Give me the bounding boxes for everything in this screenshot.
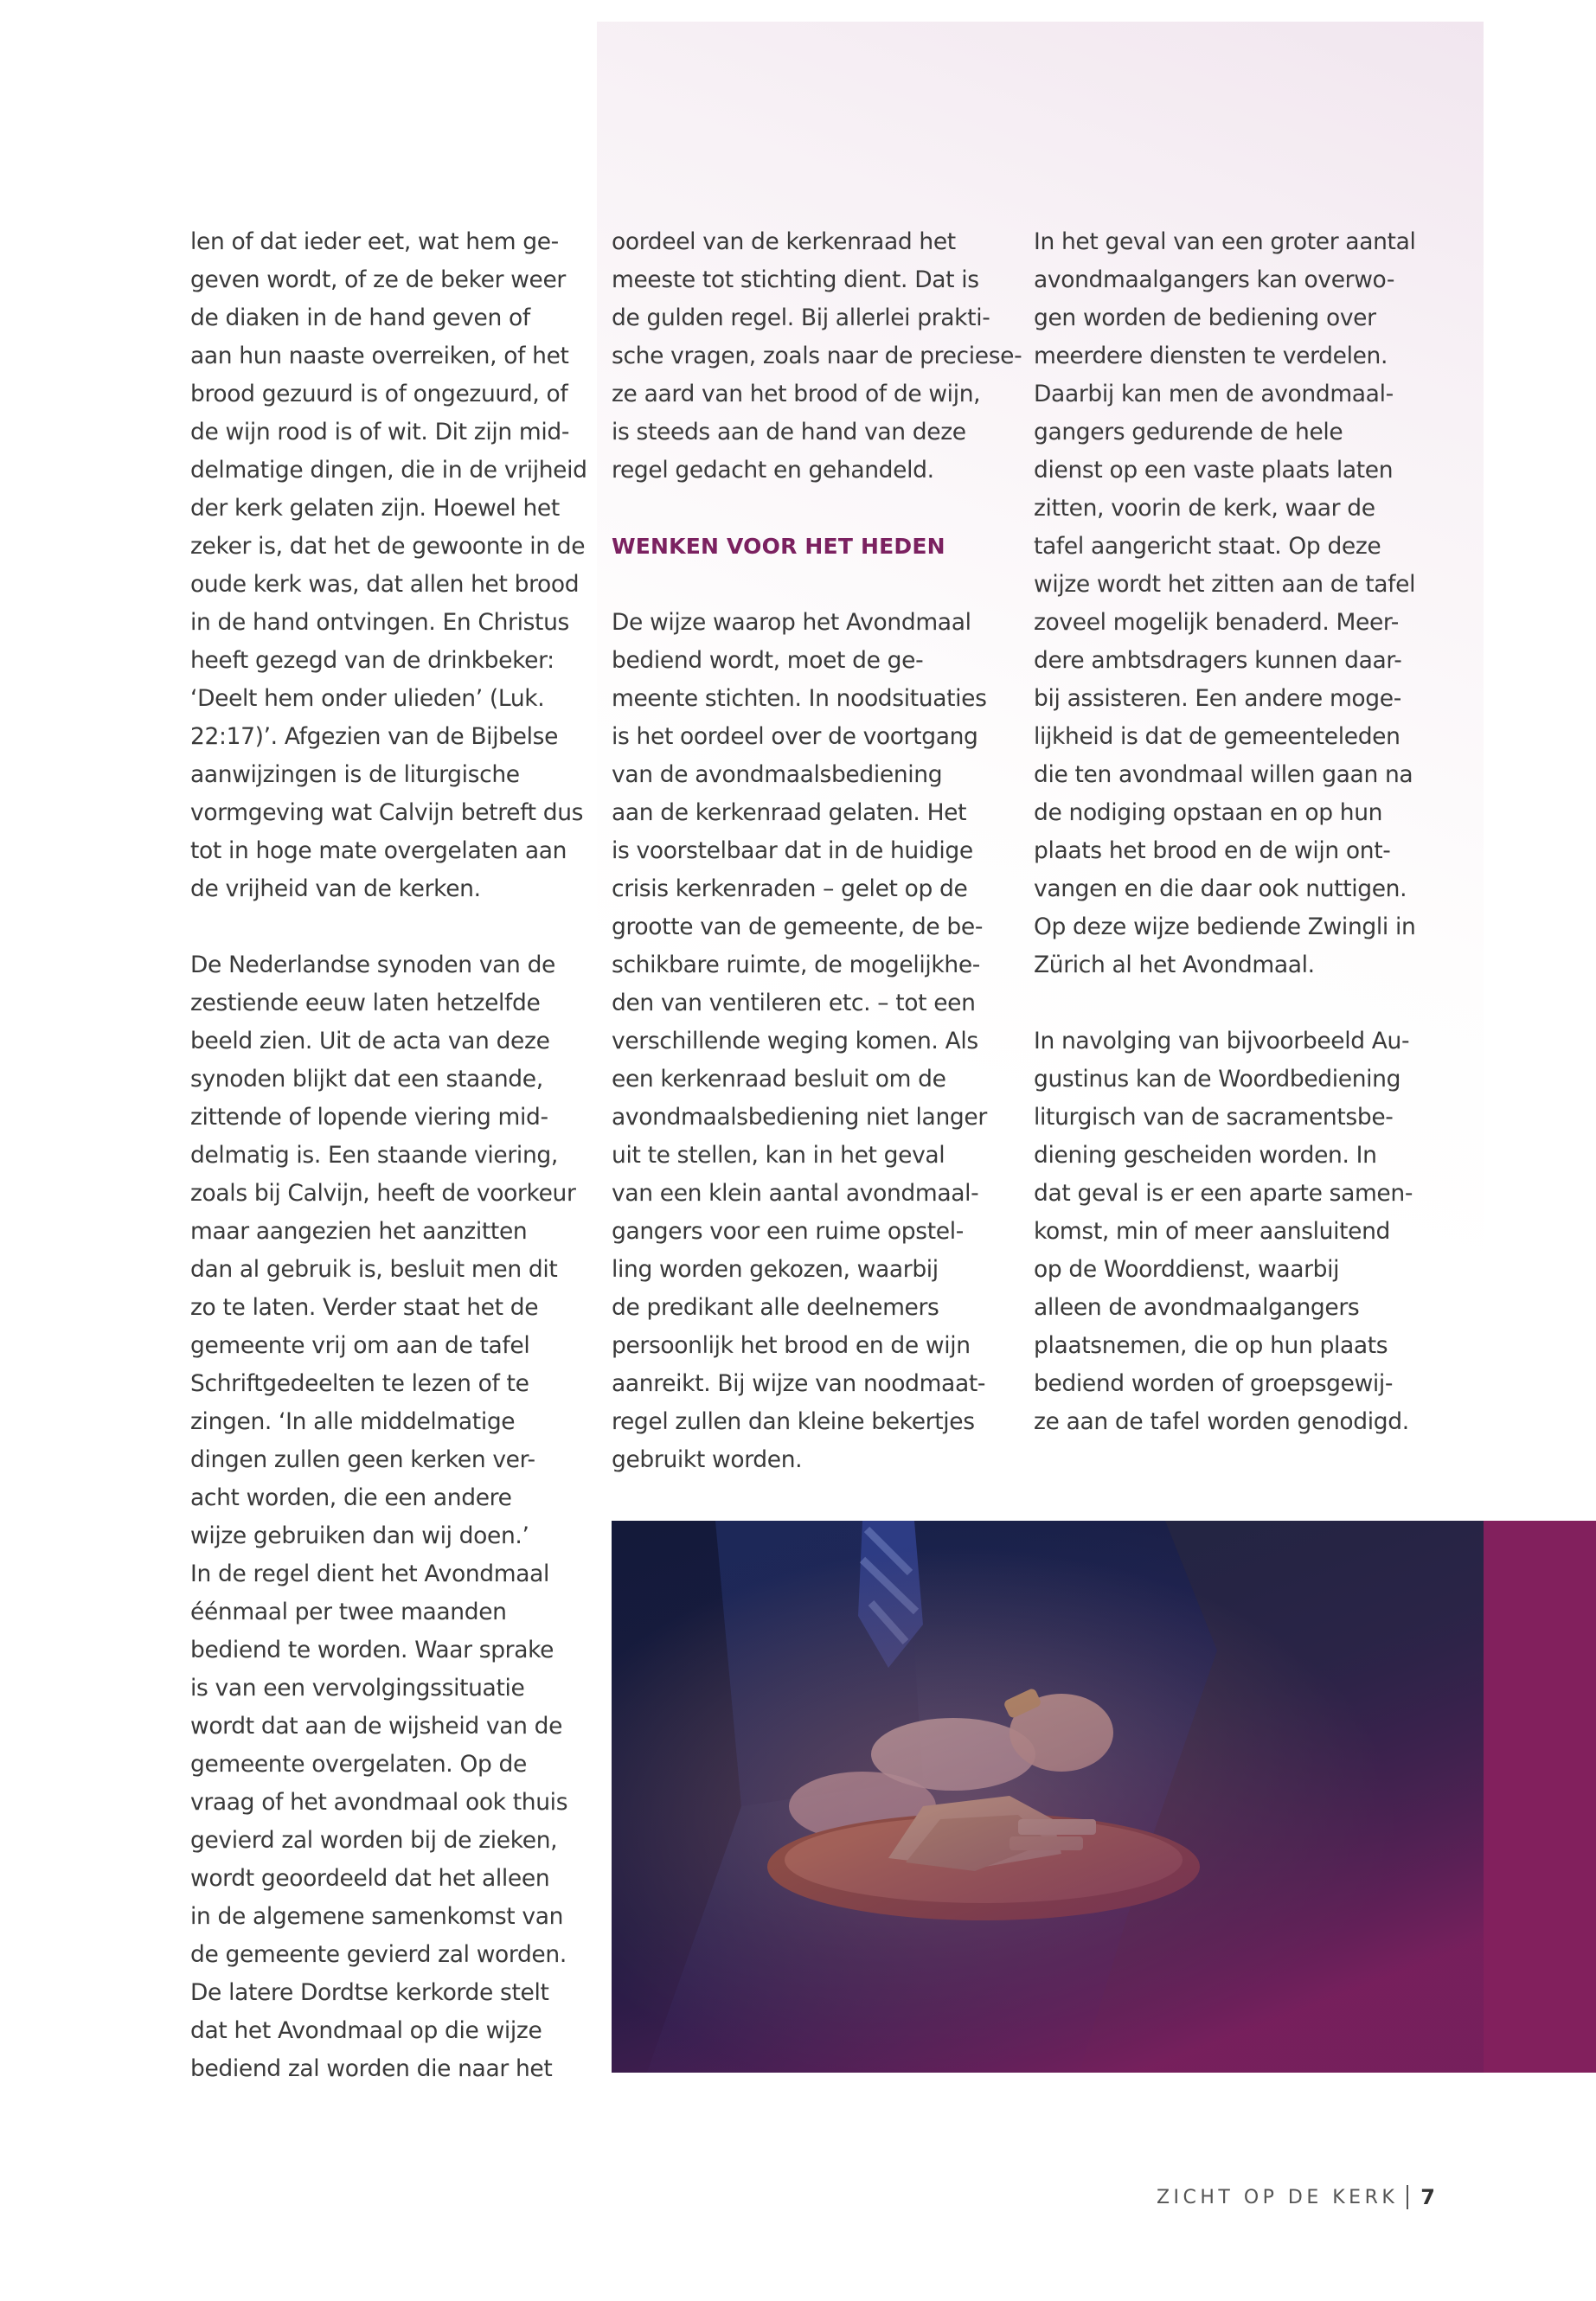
text-line: delmatige dingen, die in de vrijheid [190,457,587,484]
text-line: éénmaal per twee maanden [190,1599,507,1625]
text-line: Daarbij kan men de avondmaal- [1034,381,1394,407]
magazine-name: ZICHT OP DE KERK [1156,2186,1399,2208]
text-line: in de algemene samenkomst van [190,1903,564,1930]
text-line: zoveel mogelijk benaderd. Meer- [1034,609,1399,636]
text-line: bediend te worden. Waar sprake [190,1637,554,1663]
paragraph-gap [190,908,588,946]
text-line: gemeente overgelaten. Op de [190,1751,527,1778]
text-line: In navolging van bijvoorbeeld Au- [1034,1028,1410,1054]
text-line: zingen. ‘In alle middelmatige [190,1408,516,1435]
communion-photo-illustration [612,1521,1484,2073]
text-line: zoals bij Calvijn, heeft de voorkeur [190,1180,576,1207]
paragraph [190,223,588,908]
text-line: aanreikt. Bij wijze van noodmaat- [612,1370,986,1397]
text-line: komst, min of meer aansluitend [1034,1218,1390,1245]
text-line: regel gedacht en gehandeld. [612,457,934,484]
text-line: oude kerk was, dat allen het brood [190,571,580,598]
text-line: dat geval is er een aparte samen- [1034,1180,1413,1207]
text-line: gemeente vrij om aan de tafel [190,1332,530,1359]
text-column-1 [190,223,588,2088]
text-line: op de Woorddienst, waarbij [1034,1256,1340,1283]
accent-bar [1484,1521,1596,2073]
text-line: zestiende eeuw laten hetzelfde [190,990,541,1016]
text-column-3 [1034,223,1432,1441]
text-line: persoonlijk het brood en de wijn [612,1332,971,1359]
text-line: ze aard van het brood of de wijn, [612,381,981,407]
text-line: bediend zal worden die naar het [190,2055,553,2082]
text-line: tot in hoge mate overgelaten aan [190,837,567,864]
text-line: dat het Avondmaal op die wijze [190,2017,542,2044]
communion-photo [612,1521,1484,2073]
paragraph [190,946,588,2088]
text-line: wijze gebruiken dan wij doen.’ [190,1522,529,1549]
text-line: is het oordeel over de voortgang [612,723,978,750]
text-line: ling worden gekozen, waarbij [612,1256,939,1283]
text-line: delmatig is. Een staande viering, [190,1142,558,1169]
text-line: regel zullen dan kleine bekertjes [612,1408,975,1435]
text-line: wordt dat aan de wijsheid van de [190,1713,563,1740]
paragraph [612,604,1010,1479]
paragraph-gap [612,566,1010,604]
paragraph [1034,1022,1432,1441]
text-line: is voorstelbaar dat in de huidige [612,837,973,864]
text-line: die ten avondmaal willen gaan na [1034,761,1413,788]
page-footer [1157,2185,1435,2209]
text-line: wijze wordt het zitten aan de tafel [1034,571,1416,598]
text-line: brood gezuurd is of ongezuurd, of [190,381,568,407]
text-line: avondmaalsbediening niet langer [612,1104,987,1131]
paragraph-gap [1034,984,1432,1022]
text-line: van de avondmaalsbediening [612,761,943,788]
text-line: De latere Dordtse kerkorde stelt [190,1979,549,2006]
text-line: bediend wordt, moet de ge- [612,647,924,674]
text-line: alleen de avondmaalgangers [1034,1294,1360,1321]
text-line: vraag of het avondmaal ook thuis [190,1789,568,1816]
text-line: gen worden de bediening over [1034,304,1376,331]
text-line: 22:17)’. Afgezien van de Bijbelse [190,723,559,750]
text-line: ‘Deelt hem onder ulieden’ (Luk. [190,685,545,712]
text-line: de gemeente gevierd zal worden. [190,1941,567,1968]
paragraph-gap [612,490,1010,528]
text-line: liturgisch van de sacramentsbe- [1034,1104,1394,1131]
text-line: Zürich al het Avondmaal. [1034,952,1315,978]
text-line: zittende of lopende viering mid- [190,1104,548,1131]
text-line: dienst op een vaste plaats laten [1034,457,1394,484]
text-line: De Nederlandse synoden van de [190,952,555,978]
text-line: meente stichten. In noodsituaties [612,685,987,712]
text-line: diening gescheiden worden. In [1034,1142,1377,1169]
paragraph [1034,223,1432,984]
text-line: dere ambtsdragers kunnen daar- [1034,647,1402,674]
text-line: in de hand ontvingen. En Christus [190,609,569,636]
text-line: een kerkenraad besluit om de [612,1066,946,1093]
text-line: synoden blijkt dat een staande, [190,1066,543,1093]
text-line: aanwijzingen is de liturgische [190,761,520,788]
text-line: de wijn rood is of wit. Dit zijn mid- [190,419,570,445]
footer-divider [1407,2185,1408,2209]
text-line: bediend worden of groepsgewij- [1034,1370,1394,1397]
text-line: oordeel van de kerkenraad het [612,228,956,255]
text-line: de nodiging opstaan en op hun [1034,799,1383,826]
text-line: Op deze wijze bediende Zwingli in [1034,913,1416,940]
text-line: aan hun naaste overreiken, of het [190,343,569,369]
text-line: meeste tot stichting dient. Dat is [612,266,979,293]
text-line: vormgeving wat Calvijn betreft dus [190,799,584,826]
text-line: zeker is, dat het de gewoonte in de [190,533,586,560]
text-line: avondmaalgangers kan overwo- [1034,266,1395,293]
text-line: zitten, voorin de kerk, waar de [1034,495,1375,522]
text-line: plaats het brood en de wijn ont- [1034,837,1391,864]
text-line: acht worden, die een andere [190,1484,512,1511]
text-line: plaatsnemen, die op hun plaats [1034,1332,1388,1359]
text-line: de gulden regel. Bij allerlei prakti- [612,304,990,331]
text-line: In het geval van een groter aantal [1034,228,1416,255]
text-line: tafel aangericht staat. Op deze [1034,533,1381,560]
text-line: is steeds aan de hand van deze [612,419,966,445]
text-line: len of dat ieder eet, wat hem ge- [190,228,559,255]
text-line: gangers gedurende de hele [1034,419,1343,445]
text-line: gebruikt worden. [612,1446,803,1473]
text-line: dan al gebruik is, besluit men dit [190,1256,558,1283]
text-line: is van een vervolgingssituatie [190,1675,525,1702]
text-line: de vrijheid van de kerken. [190,875,481,902]
text-column-2 [612,223,1022,1479]
text-line: van een klein aantal avondmaal- [612,1180,979,1207]
text-line: beeld zien. Uit de acta van deze [190,1028,550,1054]
text-line: de predikant alle deelnemers [612,1294,939,1321]
text-line: sche vragen, zoals naar de preciese- [612,343,1022,369]
text-line: wordt geoordeeld dat het alleen [190,1865,550,1892]
text-line: ze aan de tafel worden genodigd. [1034,1408,1409,1435]
text-line: zo te laten. Verder staat het de [190,1294,539,1321]
text-line: verschillende weging komen. Als [612,1028,978,1054]
text-line: dingen zullen geen kerken ver- [190,1446,535,1473]
text-line: lijkheid is dat de gemeenteleden [1034,723,1401,750]
text-line: der kerk gelaten zijn. Hoewel het [190,495,560,522]
section-heading: WENKEN VOOR HET HEDEN [612,534,945,559]
text-line: De wijze waarop het Avondmaal [612,609,971,636]
page-number: 7 [1420,2185,1435,2209]
text-line: gustinus kan de Woordbediening [1034,1066,1401,1093]
text-line: bij assisteren. Een andere moge- [1034,685,1401,712]
text-line: crisis kerkenraden – gelet op de [612,875,968,902]
text-line: grootte van de gemeente, de be- [612,913,984,940]
text-line: de diaken in de hand geven of [190,304,530,331]
text-line: heeft gezegd van de drinkbeker: [190,647,554,674]
text-line: den van ventileren etc. – tot een [612,990,976,1016]
text-line: vangen en die daar ook nuttigen. [1034,875,1407,902]
paragraph [612,223,1022,490]
text-line: aan de kerkenraad gelaten. Het [612,799,967,826]
text-line: gevierd zal worden bij de zieken, [190,1827,558,1854]
text-line: Schriftgedeelten te lezen of te [190,1370,529,1397]
text-line: uit te stellen, kan in het geval [612,1142,945,1169]
text-line: In de regel dient het Avondmaal [190,1561,550,1587]
text-line: maar aangezien het aanzitten [190,1218,528,1245]
text-line: gangers voor een ruime opstel- [612,1218,964,1245]
text-line: meerdere diensten te verdelen. [1034,343,1388,369]
text-line: schikbare ruimte, de mogelijkhe- [612,952,980,978]
text-line: geven wordt, of ze de beker weer [190,266,566,293]
